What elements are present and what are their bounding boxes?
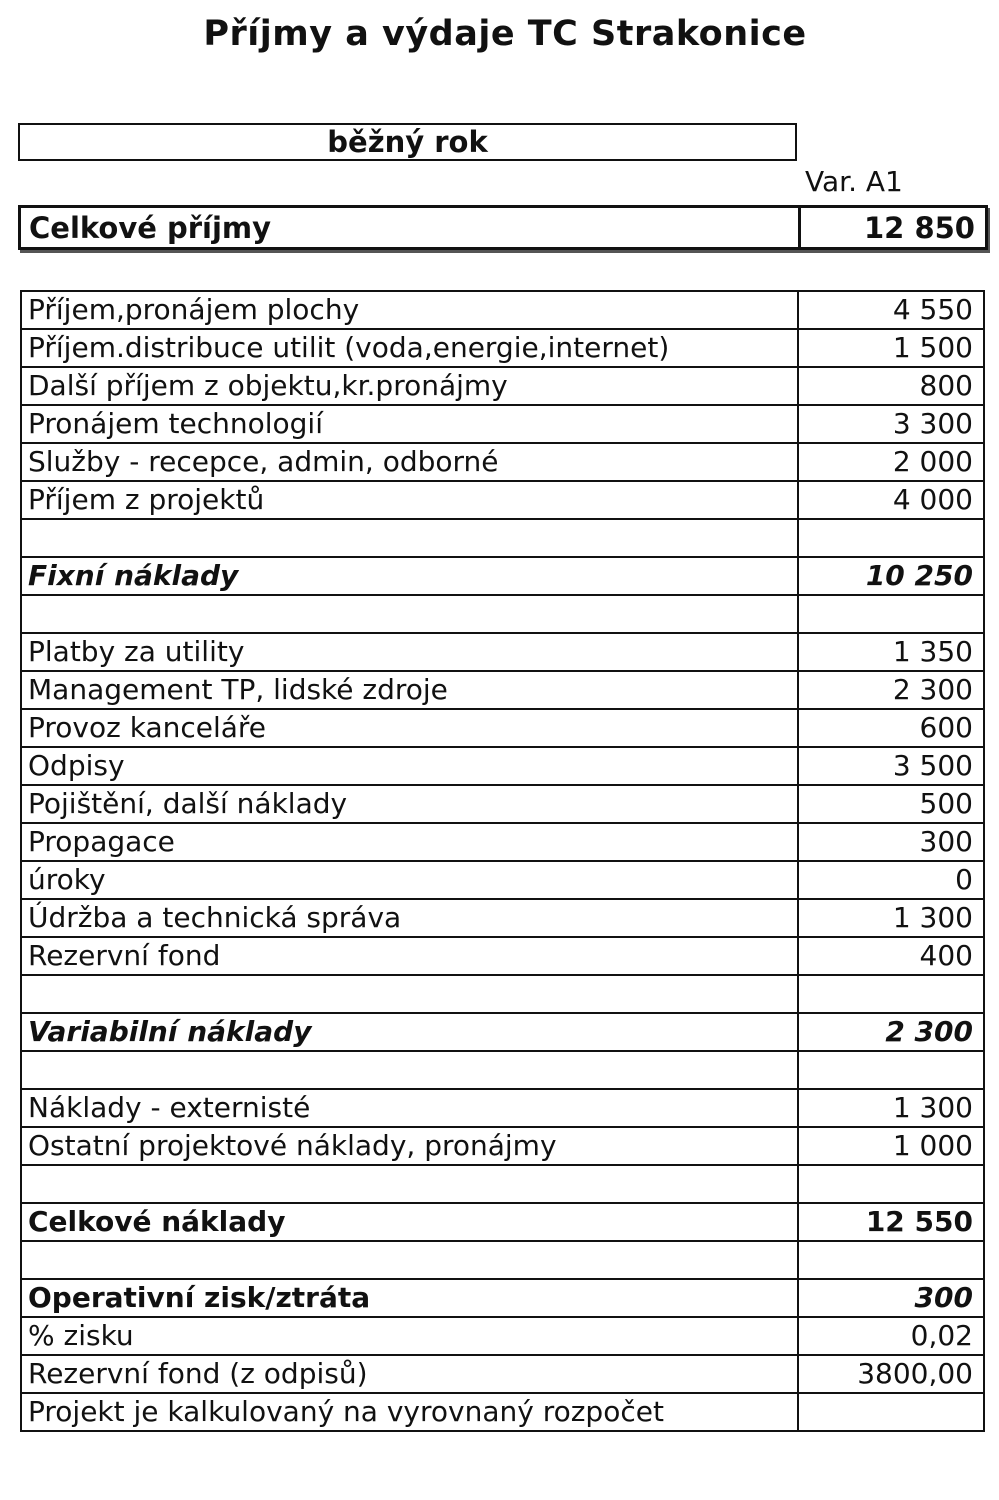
row-label <box>21 519 798 557</box>
spacer-row <box>21 595 984 633</box>
total-income-label: Celkové příjmy <box>21 208 801 247</box>
table-row <box>21 1279 984 1317</box>
table-row <box>21 1317 984 1355</box>
row-value: 1 300 <box>798 899 984 937</box>
table-row <box>21 785 984 823</box>
row-value: 2 300 <box>798 671 984 709</box>
table-row <box>21 329 984 367</box>
row-label: Management TP, lidské zdroje <box>21 671 798 709</box>
row-value: 1 300 <box>798 1089 984 1127</box>
row-label <box>21 1051 798 1089</box>
row-value: 800 <box>798 367 984 405</box>
row-label: % zisku <box>21 1317 798 1355</box>
row-value: 500 <box>798 785 984 823</box>
row-label: Provoz kanceláře <box>21 709 798 747</box>
row-value: 0 <box>798 861 984 899</box>
table-row <box>21 671 984 709</box>
table-row <box>21 291 984 329</box>
budget-table <box>20 290 985 1432</box>
row-value: 1 000 <box>798 1127 984 1165</box>
table-row <box>21 1127 984 1165</box>
table-row <box>21 557 984 595</box>
row-label: Operativní zisk/ztráta <box>21 1279 798 1317</box>
row-label: Variabilní náklady <box>21 1013 798 1051</box>
row-value: 1 500 <box>798 329 984 367</box>
row-value <box>798 595 984 633</box>
total-income-row <box>18 205 988 250</box>
row-label <box>21 1241 798 1279</box>
spacer-row <box>21 1241 984 1279</box>
period-header: běžný rok <box>18 123 797 161</box>
row-value <box>798 975 984 1013</box>
table-row <box>21 481 984 519</box>
table-row <box>21 899 984 937</box>
row-value: 12 550 <box>798 1203 984 1241</box>
row-label: Příjem.distribuce utilit (voda,energie,internet) <box>21 329 798 367</box>
row-label: Rezervní fond (z odpisů) <box>21 1355 798 1393</box>
row-label <box>21 595 798 633</box>
table-row <box>21 367 984 405</box>
row-value <box>798 519 984 557</box>
row-label: Údržba a technická správa <box>21 899 798 937</box>
row-value: 10 250 <box>798 557 984 595</box>
table-row <box>21 747 984 785</box>
row-label: Pronájem technologií <box>21 405 798 443</box>
total-income-value: 12 850 <box>864 211 975 245</box>
row-value: 4 000 <box>798 481 984 519</box>
row-value <box>798 1051 984 1089</box>
row-value: 3800,00 <box>798 1355 984 1393</box>
row-value: 300 <box>798 1279 984 1317</box>
spacer-row <box>21 975 984 1013</box>
row-value <box>798 1393 984 1431</box>
row-label: Propagace <box>21 823 798 861</box>
table-row <box>21 709 984 747</box>
row-label: Odpisy <box>21 747 798 785</box>
row-label: Příjem,pronájem plochy <box>21 291 798 329</box>
row-value <box>798 1165 984 1203</box>
spacer-row <box>21 1165 984 1203</box>
table-row <box>21 823 984 861</box>
table-row <box>21 937 984 975</box>
row-value: 2 000 <box>798 443 984 481</box>
table-row <box>21 861 984 899</box>
variant-label: Var. A1 <box>805 165 903 198</box>
row-value: 600 <box>798 709 984 747</box>
row-value: 4 550 <box>798 291 984 329</box>
row-label: Příjem z projektů <box>21 481 798 519</box>
row-label: Služby - recepce, admin, odborné <box>21 443 798 481</box>
row-value: 300 <box>798 823 984 861</box>
row-value <box>798 1241 984 1279</box>
spacer-row <box>21 1051 984 1089</box>
row-label: Platby za utility <box>21 633 798 671</box>
row-label <box>21 975 798 1013</box>
table-row <box>21 443 984 481</box>
row-label: Ostatní projektové náklady, pronájmy <box>21 1127 798 1165</box>
row-value: 0,02 <box>798 1317 984 1355</box>
row-label: Rezervní fond <box>21 937 798 975</box>
table-row <box>21 633 984 671</box>
table-row <box>21 1089 984 1127</box>
page-title: Příjmy a výdaje TC Strakonice <box>203 14 807 54</box>
row-value: 2 300 <box>798 1013 984 1051</box>
table-row <box>21 1203 984 1241</box>
row-label: Náklady - externisté <box>21 1089 798 1127</box>
table-row <box>21 1393 984 1431</box>
row-value: 3 500 <box>798 747 984 785</box>
table-row <box>21 1013 984 1051</box>
table-row <box>21 1355 984 1393</box>
spacer-row <box>21 519 984 557</box>
table-row <box>21 405 984 443</box>
row-value: 1 350 <box>798 633 984 671</box>
row-label: Projekt je kalkulovaný na vyrovnaný rozpočet <box>21 1393 798 1431</box>
row-label: úroky <box>21 861 798 899</box>
row-label: Pojištění, další náklady <box>21 785 798 823</box>
row-label <box>21 1165 798 1203</box>
row-label: Další příjem z objektu,kr.pronájmy <box>21 367 798 405</box>
row-label: Celkové náklady <box>21 1203 798 1241</box>
budget-table-body <box>21 291 984 1431</box>
row-value: 3 300 <box>798 405 984 443</box>
row-value: 400 <box>798 937 984 975</box>
row-label: Fixní náklady <box>21 557 798 595</box>
